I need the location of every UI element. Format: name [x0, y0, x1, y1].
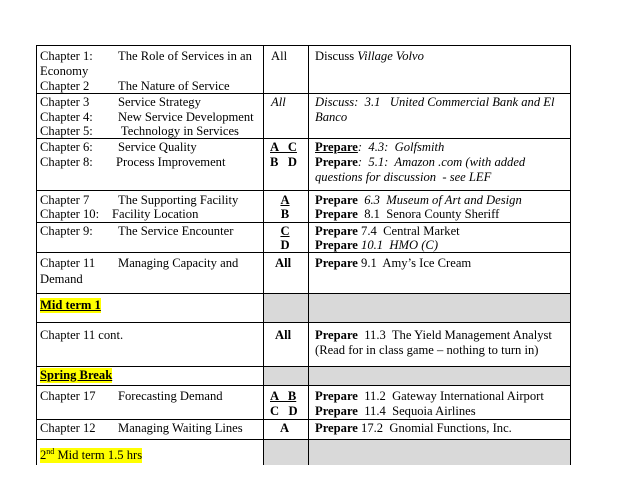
row-line [36, 293, 571, 294]
chapter-label: Chapter 12 [40, 421, 96, 435]
springbreak-shade-assignment [309, 367, 570, 385]
chapter-label: Chapter 9: [40, 224, 93, 238]
chapter-title: Forecasting Demand [118, 389, 223, 403]
assignment-text: Prepare 9.1 Amy’s Ice Cream [315, 256, 472, 270]
chapter-label: Chapter 3 [40, 95, 90, 109]
chapter-label: Economy [40, 64, 89, 78]
assignment-text: Banco [315, 110, 348, 124]
chapter-title: Process Improvement [116, 155, 226, 169]
chapter-title: Service Strategy [118, 95, 201, 109]
row-line [36, 322, 571, 323]
assignment-text: Discuss Village Volvo [315, 49, 424, 63]
chapter-label: Demand [40, 272, 83, 286]
chapter-label: Chapter 4: [40, 110, 93, 124]
chapter-label: Chapter 2 [40, 79, 90, 93]
group-label: All [275, 328, 292, 342]
chapter-label: Chapter 6: [40, 140, 93, 154]
group-label: A [280, 421, 290, 435]
group-label: C [280, 224, 290, 238]
row-line [36, 45, 571, 46]
divider-col2 [308, 45, 309, 465]
chapter-title: Facility Location [112, 207, 199, 221]
chapter-title: The Service Encounter [118, 224, 234, 238]
group-label: All [271, 95, 286, 109]
chapter-label: Chapter 5: [40, 124, 93, 138]
chapter-label: Chapter 7 [40, 193, 90, 207]
row-line [36, 366, 571, 367]
row-line [36, 252, 571, 253]
chapter-title: Service Quality [118, 140, 197, 154]
chapter-label: Chapter 1: [40, 49, 93, 63]
assignment-text: Discuss: 3.1 United Commercial Bank and El [315, 95, 555, 109]
row-line [36, 190, 571, 191]
group-label: All [271, 49, 288, 63]
group-label: All [275, 256, 292, 270]
chapter-label: Chapter 10: [40, 207, 100, 221]
assignment-text: (Read for in class game – nothing to turn in) [315, 343, 539, 357]
assignment-text: Prepare 11.3 The Yield Management Analyst [315, 328, 552, 342]
chapter-title: New Service Development [118, 110, 254, 124]
group-label: B D [270, 155, 297, 169]
assignment-text: Prepare 11.4 Sequoia Airlines [315, 404, 476, 418]
assignment-text: Prepare 17.2 Gnomial Functions, Inc. [315, 421, 512, 435]
chapter-title: Managing Waiting Lines [118, 421, 243, 435]
row-line [36, 385, 571, 386]
assignment-text: Prepare 6.3 Museum of Art and Design [315, 193, 522, 207]
group-label: C D [270, 404, 298, 418]
row-line [36, 222, 571, 223]
divider-col1 [263, 45, 264, 465]
midterm2-label: 2nd Mid term 1.5 hrs [40, 446, 143, 462]
chapter-label: Chapter 11 cont. [40, 328, 124, 342]
chapter-label: Chapter 8: [40, 155, 93, 169]
assignment-text: Prepare: 4.3: Golfsmith [315, 140, 445, 154]
springbreak-shade-groups [264, 367, 308, 385]
chapter-title: The Nature of Service [118, 79, 230, 93]
assignment-text: Prepare 8.1 Senora County Sheriff [315, 207, 500, 221]
chapter-label: Chapter 17 [40, 389, 96, 403]
assignment-text: Prepare 11.2 Gateway International Airport [315, 389, 544, 403]
assignment-text: questions for discussion - see LEF [315, 170, 492, 184]
chapter-title: The Supporting Facility [118, 193, 239, 207]
midterm1-shade-assignment [309, 294, 570, 322]
spring-break-label: Spring Break [40, 368, 113, 382]
chapter-title: Technology in Services [118, 124, 239, 138]
midterm1-shade-groups [264, 294, 308, 322]
group-label: A [280, 193, 290, 207]
border-left [36, 45, 37, 465]
chapter-title: Managing Capacity and [118, 256, 239, 270]
row-line [36, 93, 571, 94]
row-line [36, 419, 571, 420]
assignment-text: Prepare 7.4 Central Market [315, 224, 460, 238]
chapter-label: Chapter 11 [40, 256, 96, 270]
chapter-title: The Role of Services in an [118, 49, 252, 63]
group-label: D [280, 238, 290, 252]
assignment-text: Prepare: 5.1: Amazon .com (with added [315, 155, 526, 169]
row-line [36, 439, 571, 440]
midterm2-shade-assignment [309, 440, 570, 465]
group-label: A B [270, 389, 297, 403]
border-right [570, 45, 571, 465]
assignment-text: Prepare 10.1 HMO (C) [315, 238, 439, 252]
group-label: B [280, 207, 290, 221]
group-label: A C [270, 140, 297, 154]
row-line [36, 138, 571, 139]
midterm1-label: Mid term 1 [40, 298, 101, 312]
midterm2-shade-groups [264, 440, 308, 465]
